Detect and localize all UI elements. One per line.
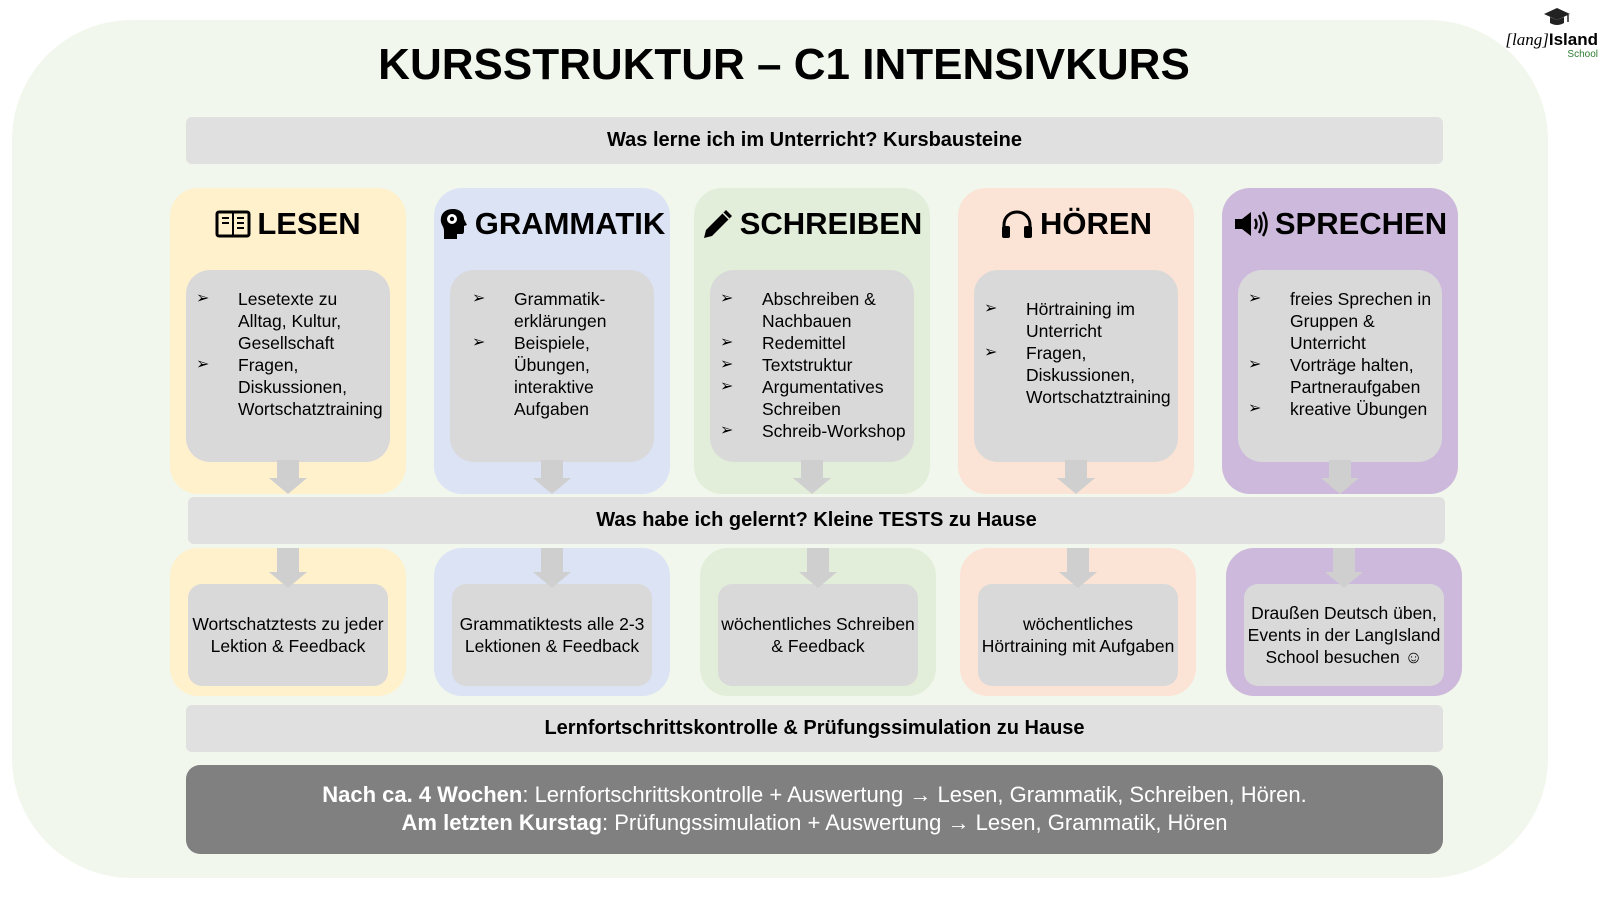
test-description: wöchentliches Schreiben & Feedback <box>718 584 918 686</box>
list-item: ➢ kreative Übungen <box>1248 398 1440 420</box>
head-brain-icon <box>439 207 469 241</box>
module-topics-lesen <box>186 270 390 462</box>
module-card-sprechen <box>1222 188 1458 494</box>
list-item: ➢ Beispiele, Übungen, interaktive Aufgaben <box>472 332 652 420</box>
section-bar-progress: Lernfortschrittskontrolle & Prüfungssimulation zu Hause <box>186 705 1443 752</box>
test-description: Wortschatztests zu jeder Lektion & Feedback <box>188 584 388 686</box>
module-topics-grammatik <box>450 270 654 462</box>
list-item: ➢ Hörtraining im Unterricht <box>984 298 1176 342</box>
list-item: ➢ freies Sprechen in Gruppen & Unterricht <box>1248 288 1440 354</box>
page-title: KURSSTRUKTUR – C1 INTENSIVKURS <box>378 40 1190 89</box>
section-bar-tests: Was habe ich gelernt? Kleine TESTS zu Hause <box>188 497 1445 544</box>
test-description: Grammatiktests alle 2-3 Lektionen & Feedback <box>452 584 652 686</box>
logo-subtitle: School <box>1567 49 1598 60</box>
list-item: ➢ Grammatik-erklärungen <box>472 288 652 332</box>
list-item: ➢ Vorträge halten, Partneraufgaben <box>1248 354 1440 398</box>
summary-line-2: Am letzten Kurstag: Prüfungssimulation + Auswertung → Lesen, Grammatik, Hören <box>401 810 1228 835</box>
list-item: ➢ Schreib-Workshop <box>720 420 912 442</box>
module-card-schreiben <box>694 188 930 494</box>
module-card-grammatik <box>434 188 670 494</box>
module-card-hoeren <box>958 188 1194 494</box>
module-topics-schreiben <box>710 270 914 462</box>
list-item: ➢ Redemittel <box>720 332 912 354</box>
section-bar-lessons: Was lerne ich im Unterricht? Kursbausteine <box>186 117 1443 164</box>
book-icon <box>215 209 251 239</box>
test-description: wöchentliches Hörtraining mit Aufgaben <box>978 584 1178 686</box>
speaker-icon <box>1233 209 1269 239</box>
list-item: ➢ Fragen, Diskussionen, Wortschatztraining <box>196 354 388 420</box>
headphones-icon <box>1000 209 1034 239</box>
list-item: ➢ Lesetexte zu Alltag, Kultur, Gesellschaft <box>196 288 388 354</box>
test-description: Draußen Deutsch üben, Events in der LangIsland School besuchen ☺ <box>1244 584 1444 686</box>
module-card-lesen <box>170 188 406 494</box>
module-topics-hoeren <box>974 270 1178 462</box>
logo-wordmark: [lang]Island <box>1505 30 1598 49</box>
module-heading-hoeren: HÖREN <box>958 202 1194 246</box>
pencil-icon <box>702 208 734 240</box>
graduation-cap-icon <box>1544 6 1570 28</box>
module-topics-sprechen <box>1238 270 1442 462</box>
module-heading-schreiben: SCHREIBEN <box>694 202 930 246</box>
summary-box <box>186 765 1443 854</box>
summary-line-1: Nach ca. 4 Wochen: Lernfortschrittskontrolle + Auswertung → Lesen, Grammatik, Schreiben, Hören. <box>322 782 1307 807</box>
list-item: ➢ Fragen, Diskussionen, Wortschatztraining <box>984 342 1176 408</box>
module-heading-sprechen: SPRECHEN <box>1222 202 1458 246</box>
module-heading-lesen: LESEN <box>170 202 406 246</box>
list-item: ➢ Argumentatives Schreiben <box>720 376 912 420</box>
list-item: ➢ Textstruktur <box>720 354 912 376</box>
list-item: ➢ Abschreiben & Nachbauen <box>720 288 912 332</box>
module-heading-grammatik: GRAMMATIK <box>434 202 670 246</box>
